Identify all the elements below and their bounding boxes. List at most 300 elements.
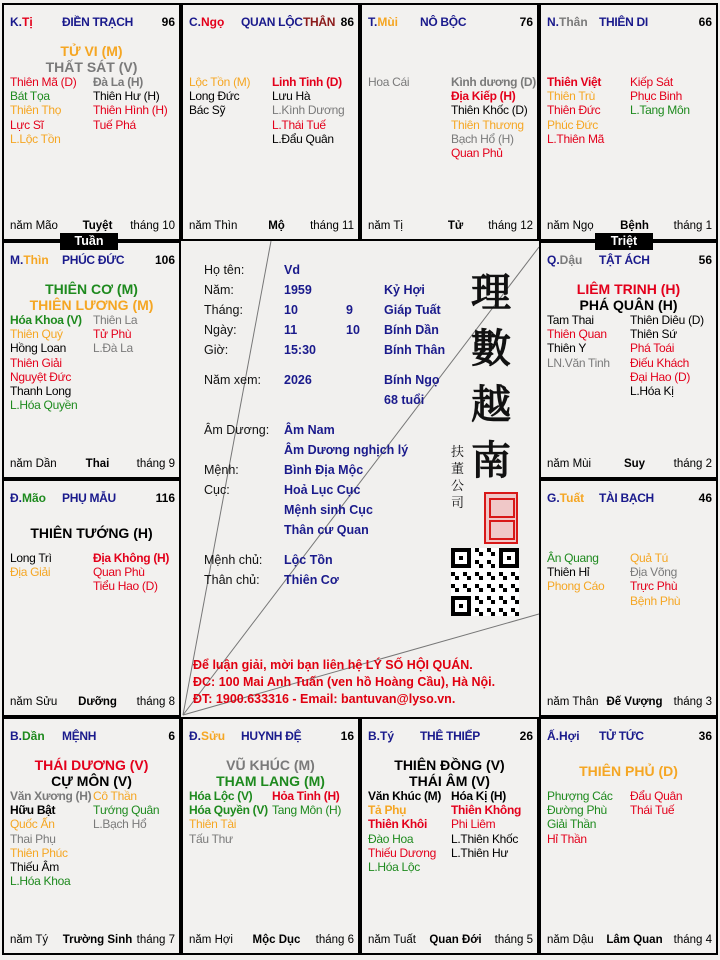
info-value: Vd [284, 263, 300, 277]
palace-month: tháng 9 [136, 458, 175, 470]
main-star: PHÁ QUÂN (H) [579, 297, 678, 313]
star-item[interactable]: Lực Sĩ [10, 117, 44, 132]
star-item[interactable]: Thiên Quý [10, 327, 63, 342]
palace-phase: Dưỡng [78, 696, 117, 708]
palace-name: PHÚC ĐỨC [62, 253, 125, 267]
calligraphy-logo-char: 數 [471, 325, 511, 372]
palace-branch-name: Mùi [377, 15, 399, 29]
info-label: Âm Dương: [204, 423, 270, 437]
star-item[interactable]: Đường Phù [547, 803, 607, 818]
palace-footer [547, 458, 712, 472]
calligraphy-logo-char: 理 [471, 269, 511, 316]
palace-age: 36 [698, 729, 712, 743]
palace-phase: Đế Vượng [606, 696, 663, 708]
info-canchi-value: 68 tuổi [384, 393, 425, 407]
palace-name: THÊ THIẾP [420, 729, 480, 743]
main-star: THIÊN LƯƠNG (M) [29, 297, 154, 313]
palace-month: tháng 7 [136, 934, 175, 946]
star-item[interactable]: Thanh Long [10, 384, 72, 399]
star-item[interactable]: Đẩu Quân [630, 789, 683, 803]
star-item[interactable]: L.Đà La [93, 341, 133, 356]
palace-prefix: Đ. [189, 729, 201, 743]
star-item[interactable]: L.Thiên Mã [547, 131, 605, 146]
minor-stars-left [10, 551, 52, 579]
info-label: Mệnh chủ: [204, 553, 263, 567]
star-item[interactable]: Tả Phụ [368, 803, 407, 818]
star-item[interactable]: Thiên Y [547, 341, 587, 356]
palace-nô-bộc[interactable] [360, 3, 539, 241]
star-item[interactable]: Thiếu Dương [368, 845, 436, 860]
main-star: VŨ KHÚC (M) [226, 757, 315, 773]
star-item[interactable]: Thiên Hỉ [547, 565, 590, 580]
palace-footer [10, 220, 175, 234]
palace-branch-name: Mão [22, 491, 46, 505]
palace-year: năm Dậu [547, 934, 594, 946]
calligraphy-logo-char: 南 [471, 437, 511, 484]
palace-phụ-mẫu[interactable] [2, 479, 181, 717]
palace-phase: Thai [85, 458, 110, 470]
palace-footer [10, 696, 175, 710]
info-value: Thiên Cơ [284, 573, 339, 587]
star-item[interactable]: Thiên Hình (H) [93, 103, 168, 118]
star-item[interactable]: Quốc Ấn [10, 817, 55, 832]
palace-age: 66 [698, 15, 712, 29]
palace-age: 26 [519, 729, 533, 743]
palace-year: năm Tý [10, 934, 49, 946]
main-star: THIÊN PHỦ (D) [579, 763, 678, 779]
palace-year: năm Mùi [547, 458, 592, 470]
star-item[interactable]: Kình dương (D) [451, 75, 536, 89]
palace-branch-name: Tuất [559, 491, 585, 505]
palace-huynh-đệ[interactable] [181, 717, 360, 955]
palace-month: tháng 10 [130, 220, 175, 232]
star-item[interactable]: L.Hóa Lộc [368, 860, 421, 875]
minor-stars-right [630, 75, 690, 118]
star-item[interactable]: Bác Sỹ [189, 103, 226, 118]
star-item[interactable]: Hữu Bật [10, 803, 56, 818]
palace-age: 76 [519, 15, 533, 29]
tuan-badge: Tuần [60, 233, 118, 250]
palace-header [547, 491, 712, 507]
star-item[interactable]: Thiên Quan [547, 327, 607, 342]
star-item[interactable]: Thiếu Âm [10, 860, 59, 875]
star-item[interactable]: Tam Thai [547, 313, 594, 327]
main-star: TỬ VI (M) [60, 43, 123, 59]
star-item[interactable]: Lộc Tồn (M) [189, 75, 251, 89]
main-star: THIÊN ĐỒNG (V) [394, 757, 505, 773]
star-item[interactable]: Thiên Mã (D) [10, 75, 77, 89]
palace-year: năm Dần [10, 458, 57, 470]
star-item[interactable]: Giải Thần [547, 817, 597, 832]
palace-name: THIÊN DI [599, 15, 648, 29]
minor-stars-right [451, 75, 536, 160]
palace-branch [189, 15, 224, 29]
star-item[interactable]: Văn Khúc (M) [368, 789, 442, 803]
palace-age: 116 [155, 491, 175, 505]
palace-name: TÀI BẠCH [599, 491, 654, 505]
palace-header [10, 729, 175, 745]
main-star: THIÊN TƯỚNG (H) [30, 525, 153, 541]
star-item[interactable]: Long Trì [10, 551, 52, 565]
palace-header [10, 253, 175, 269]
palace-month: tháng 8 [136, 696, 175, 708]
palace-year: năm Tuất [368, 934, 416, 946]
star-item[interactable]: Tuế Phá [93, 117, 136, 132]
palace-branch [547, 15, 588, 29]
star-item[interactable]: Tang Môn (H) [272, 803, 342, 818]
star-item[interactable]: Địa Võng [630, 565, 677, 580]
palace-footer [10, 934, 175, 948]
palace-year: năm Thân [547, 696, 599, 708]
info-value: 10 [284, 303, 298, 317]
star-item[interactable]: Hóa Khoa (V) [10, 313, 82, 327]
palace-branch-name: Sửu [201, 729, 226, 743]
info-value: 2026 [284, 373, 312, 387]
minor-stars-left [189, 75, 250, 118]
star-item[interactable]: Thiên La [93, 313, 138, 327]
minor-stars-left [547, 551, 604, 594]
minor-stars-right [272, 789, 341, 817]
palace-branch [10, 15, 33, 29]
main-stars [362, 757, 537, 789]
star-item[interactable]: Hóa Quyền (V) [189, 803, 268, 818]
palace-branch-name: Thân [559, 15, 588, 29]
palace-age: 86 [340, 15, 354, 29]
company-vertical-text: 扶董公司 [451, 445, 465, 511]
contact-line-1: Để luận giải, mời bạn liên hệ LÝ SỐ HỘI QUÁN. [193, 658, 473, 672]
calligraphy-logo-char: 越 [471, 381, 511, 428]
minor-stars-right [93, 75, 168, 132]
star-item[interactable]: Hỉ Thần [547, 831, 587, 846]
minor-stars-left [547, 75, 604, 146]
star-item[interactable]: L.Thiên Hư [451, 845, 509, 860]
star-item[interactable]: L.Thái Tuế [272, 117, 326, 132]
star-item[interactable]: Địa Không (H) [93, 551, 170, 565]
palace-branch-name: Dậu [559, 253, 583, 267]
info-value: Thân cư Quan [284, 523, 369, 537]
palace-phase: Quan Đới [429, 934, 482, 946]
minor-stars-right [630, 789, 682, 817]
palace-name: MỆNH [62, 729, 97, 743]
palace-branch-name: Thìn [23, 253, 49, 267]
palace-age: 106 [154, 253, 175, 267]
palace-phase: Suy [623, 458, 646, 470]
palace-phase: Bệnh [620, 220, 649, 232]
main-star: CỰ MÔN (V) [51, 773, 132, 789]
star-item[interactable]: Thiên Đức [547, 103, 601, 118]
palace-year: năm Tị [368, 220, 403, 232]
star-item[interactable]: Phượng Các [547, 789, 613, 803]
star-item[interactable]: L.Đẩu Quân [272, 131, 334, 146]
palace-prefix: C. [189, 15, 201, 29]
info-label: Giờ: [204, 343, 229, 357]
palace-thê-thiếp[interactable] [360, 717, 539, 955]
star-item[interactable]: Tướng Quân [93, 803, 160, 818]
minor-stars-right [93, 551, 169, 594]
palace-phase: Mộc Dục [252, 934, 301, 946]
palace-header [10, 15, 175, 31]
palace-branch [547, 491, 584, 505]
info-label: Ngày: [204, 323, 237, 337]
palace-phase: Trường Sinh [62, 934, 133, 946]
star-item[interactable]: Thiên Khôi [368, 817, 427, 832]
star-item[interactable]: Long Đức [189, 89, 240, 104]
star-item[interactable]: Thiên Hư (H) [93, 89, 160, 104]
palace-header [368, 15, 533, 31]
info-canchi-value: Bính Thân [384, 343, 446, 357]
minor-stars-left [547, 789, 613, 846]
palace-branch [10, 729, 45, 743]
palace-than-marker: THÂN [303, 15, 336, 29]
star-item[interactable]: Bệnh Phù [630, 593, 681, 608]
center-info-panel [181, 239, 539, 717]
palace-prefix: N. [547, 15, 559, 29]
star-item[interactable]: Thiên Giải [10, 355, 62, 370]
star-item[interactable]: Thiên Phúc [10, 845, 68, 860]
palace-branch [547, 253, 582, 267]
star-item[interactable]: Phong Cáo [547, 579, 605, 594]
minor-stars-left [368, 75, 409, 89]
palace-branch [189, 729, 225, 743]
main-stars [183, 757, 358, 789]
palace-name: TẬT ÁCH [599, 253, 650, 267]
palace-thiên-di[interactable] [539, 3, 718, 241]
contact-phone-email[interactable]: ĐT: 1900.633316 - Email: bantuvan@lyso.vn. [193, 692, 456, 706]
info-value: Mệnh sinh Cục [284, 503, 373, 517]
info-canchi-value: Kỷ Hợi [384, 283, 425, 297]
palace-tử-tức[interactable] [539, 717, 718, 955]
star-item[interactable]: Đà La (H) [93, 75, 143, 89]
info-value: 11 [284, 323, 298, 337]
info-label: Thân chủ: [204, 573, 260, 587]
main-star: THÁI ÂM (V) [409, 773, 490, 789]
palace-branch [10, 491, 46, 505]
star-item[interactable]: L.Tang Môn [630, 103, 690, 118]
palace-header [10, 491, 175, 507]
star-item[interactable]: Phá Toái [630, 341, 675, 356]
palace-prefix: Ấ. [547, 729, 559, 743]
palace-branch-name: Hợi [559, 729, 580, 743]
palace-month: tháng 3 [673, 696, 712, 708]
qr-code[interactable] [451, 548, 519, 616]
palace-footer [547, 696, 712, 710]
palace-header [547, 253, 712, 269]
star-item[interactable]: Thiên Khốc (D) [451, 103, 528, 118]
palace-footer [368, 220, 533, 234]
star-item[interactable]: Thiên Tài [189, 817, 237, 832]
palace-name: PHỤ MẪU [62, 491, 116, 505]
palace-name: NÔ BỘC [420, 15, 467, 29]
info-lunar-value: 10 [346, 323, 360, 337]
palace-phúc-đức[interactable] [2, 241, 181, 479]
palace-year: năm Thìn [189, 220, 238, 232]
palace-month: tháng 6 [315, 934, 354, 946]
minor-stars-right [93, 313, 137, 356]
main-star: THIÊN CƠ (M) [45, 281, 138, 297]
info-label: Cục: [204, 483, 230, 497]
star-item[interactable]: L.Kình Dương [272, 103, 345, 118]
palace-footer [10, 458, 175, 472]
star-item[interactable]: L.Hóa Khoa [10, 874, 71, 889]
info-value: Hoả Lục Cục [284, 483, 361, 497]
contact-address: ĐC: 100 Mai Anh Tuấn (ven hồ Hoàng Cầu), Hà Nội. [193, 675, 496, 689]
star-item[interactable]: Cô Thần [93, 789, 137, 803]
star-item[interactable]: Bạch Hổ (H) [451, 131, 514, 146]
palace-branch [547, 729, 580, 743]
minor-stars-right [93, 789, 159, 832]
star-item[interactable]: Thiên Thương [451, 117, 524, 132]
palace-age: 96 [161, 15, 175, 29]
star-item[interactable]: Quan Phù [93, 565, 145, 580]
minor-stars-left [547, 313, 610, 370]
palace-phase: Tử [447, 220, 464, 232]
star-item[interactable]: Ân Quang [547, 551, 599, 565]
star-item[interactable]: L.Bạch Hổ [93, 817, 147, 832]
star-item[interactable]: Quan Phủ [451, 146, 503, 161]
palace-footer [368, 934, 533, 948]
star-item[interactable]: Thiên Không [451, 803, 522, 818]
minor-stars-right [451, 789, 521, 860]
star-item[interactable]: Thái Tuế [630, 803, 675, 818]
palace-footer [189, 934, 354, 948]
palace-prefix: Q. [547, 253, 560, 267]
palace-age: 6 [168, 729, 175, 743]
palace-name: QUAN LỘC [241, 15, 303, 29]
info-canchi-value: Bính Ngọ [384, 373, 440, 387]
palace-header [547, 15, 712, 31]
star-item[interactable]: Phục Binh [630, 89, 683, 104]
star-item[interactable]: Bát Tọa [10, 89, 50, 104]
star-item[interactable]: Thiên Sứ [630, 327, 677, 342]
main-stars [541, 281, 716, 313]
info-canchi-value: Bính Dần [384, 323, 439, 337]
star-item[interactable]: Kiếp Sát [630, 75, 673, 89]
info-lunar-value: 9 [346, 303, 353, 317]
info-canchi-value: Giáp Tuất [384, 303, 441, 317]
star-item[interactable]: Hồng Loan [10, 341, 67, 356]
palace-month: tháng 5 [494, 934, 533, 946]
star-item[interactable]: Tử Phù [93, 327, 132, 342]
star-item[interactable]: Điếu Khách [630, 355, 690, 370]
main-stars [4, 281, 179, 313]
palace-age: 16 [340, 729, 354, 743]
main-stars [541, 763, 716, 779]
palace-header [547, 729, 712, 745]
palace-year: năm Hợi [189, 934, 233, 946]
info-value: Âm Dương nghịch lý [284, 443, 409, 457]
star-item[interactable]: LN.Văn Tinh [547, 355, 610, 370]
palace-branch [368, 15, 398, 29]
star-item[interactable]: Thiên Trù [547, 89, 595, 104]
palace-age: 46 [698, 491, 712, 505]
palace-footer [189, 220, 354, 234]
star-item[interactable]: Thiên Diêu (D) [630, 313, 704, 327]
palace-điền-trạch[interactable] [2, 3, 181, 241]
main-star: THẤT SÁT (V) [45, 59, 138, 75]
main-stars [4, 525, 179, 541]
palace-footer [547, 220, 712, 234]
info-label: Năm xem: [204, 373, 261, 387]
star-item[interactable]: Địa Kiếp (H) [451, 89, 516, 104]
palace-month: tháng 4 [673, 934, 712, 946]
palace-branch [368, 729, 394, 743]
info-label: Năm: [204, 283, 234, 297]
star-item[interactable]: Thai Phụ [10, 831, 56, 846]
palace-tài-bạch[interactable] [539, 479, 718, 717]
star-item[interactable]: Hóa Kị (H) [451, 789, 506, 803]
main-stars [4, 757, 179, 789]
star-item[interactable]: L.Hóa Quyền [10, 398, 78, 413]
palace-prefix: K. [10, 15, 22, 29]
info-label: Mệnh: [204, 463, 239, 477]
star-item[interactable]: Phúc Đức [547, 117, 598, 132]
star-item[interactable]: Thiên Thọ [10, 103, 62, 118]
main-star: THÁI DƯƠNG (V) [34, 757, 149, 773]
info-value: Bình Địa Mộc [284, 463, 364, 477]
palace-branch-name: Dần [22, 729, 45, 743]
palace-phase: Lâm Quan [606, 934, 663, 946]
palace-branch [10, 253, 49, 267]
minor-stars-left [10, 789, 91, 888]
palace-prefix: B. [368, 729, 380, 743]
palace-header [368, 729, 533, 745]
minor-stars-right [630, 313, 704, 398]
star-item[interactable]: Địa Giải [10, 565, 51, 580]
palace-branch-name: Tý [380, 729, 395, 743]
palace-year: năm Sửu [10, 696, 58, 708]
star-item[interactable]: Lưu Hà [272, 89, 311, 104]
star-item[interactable]: Hoa Cái [368, 75, 410, 89]
star-item[interactable]: Đại Hao (D) [630, 369, 691, 384]
star-item[interactable]: L.Hóa Kị [630, 384, 674, 399]
star-item[interactable]: Văn Xương (H) [10, 789, 92, 803]
star-item[interactable]: Linh Tinh (D) [272, 75, 342, 89]
star-item[interactable]: Phi Liêm [451, 817, 496, 832]
triet-badge: Triệt [595, 233, 653, 250]
minor-stars-left [189, 789, 268, 846]
star-item[interactable]: Nguyệt Đức [10, 369, 72, 384]
info-value: 1959 [284, 283, 312, 297]
star-item[interactable]: L.Lộc Tồn [10, 131, 61, 146]
palace-name: TỬ TỨC [599, 729, 644, 743]
star-item[interactable]: Thiên Việt [547, 75, 602, 89]
star-item[interactable]: Tấu Thư [189, 831, 233, 846]
minor-stars-left [10, 75, 76, 146]
main-star: THAM LANG (M) [216, 773, 325, 789]
star-item[interactable]: L.Thiên Khốc [451, 831, 519, 846]
star-item[interactable]: Tiểu Hao (D) [93, 579, 158, 594]
palace-quan-lộc[interactable] [181, 3, 360, 241]
info-value: Lộc Tồn [284, 553, 333, 567]
star-item[interactable]: Hỏa Tinh (H) [272, 789, 340, 803]
palace-header [189, 15, 354, 31]
palace-age: 56 [698, 253, 712, 267]
main-stars [4, 43, 179, 75]
palace-prefix: G. [547, 491, 560, 505]
minor-stars-right [630, 551, 680, 608]
palace-mệnh[interactable] [2, 717, 181, 955]
palace-phase: Tuyệt [82, 220, 113, 232]
star-item[interactable]: Hóa Lộc (V) [189, 789, 253, 803]
main-star: LIÊM TRINH (H) [576, 281, 681, 297]
palace-month: tháng 11 [310, 220, 354, 232]
star-item[interactable]: Trực Phù [630, 579, 678, 594]
star-item[interactable]: Quả Tú [630, 551, 669, 565]
star-item[interactable]: Đào Hoa [368, 831, 414, 846]
palace-branch-name: Ngọ [201, 15, 225, 29]
palace-tật-ách[interactable] [539, 241, 718, 479]
minor-stars-left [10, 313, 82, 412]
